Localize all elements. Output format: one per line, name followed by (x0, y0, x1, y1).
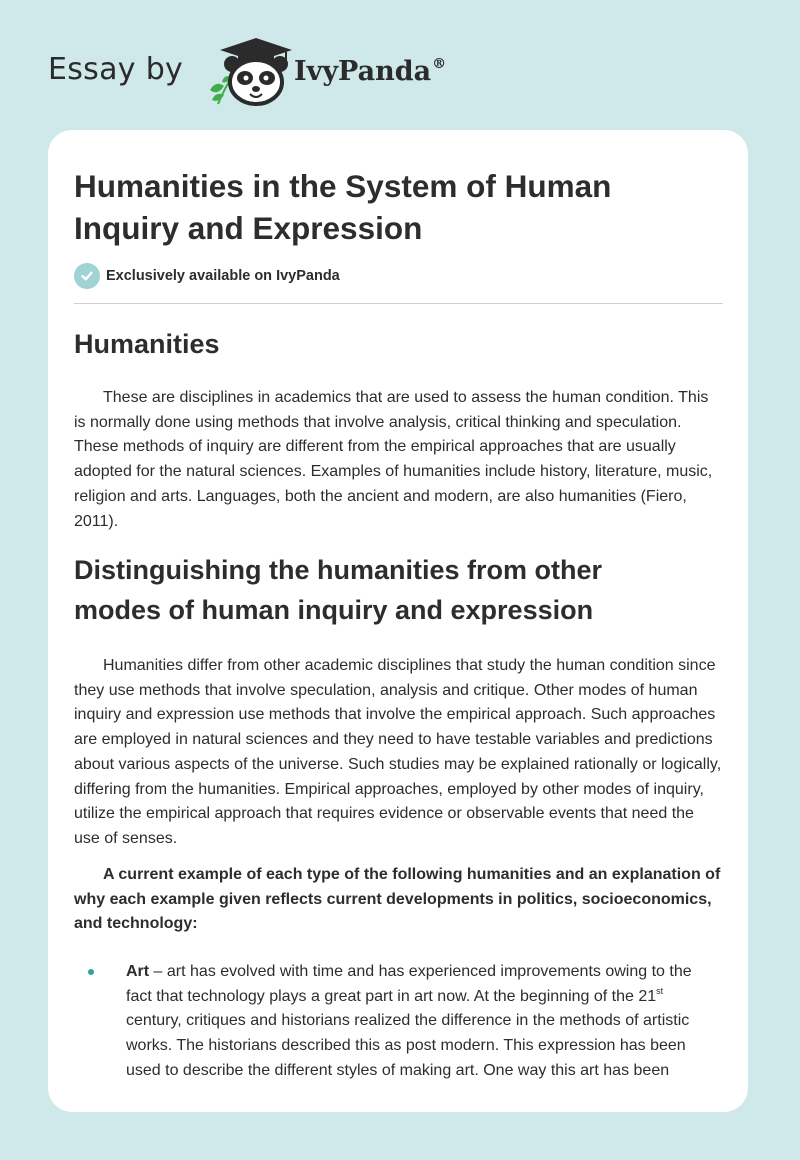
essay-title-line-1: Humanities in the System of Human (74, 168, 612, 204)
section-distinguishing-paragraph: Humanities differ from other academic disciplines that study the human condition since they use methods that involve speculation, analysis and critique. Other modes of human inquiry and expression use methods that involve the empirical approach. Such approaches are employed in natural sciences and they need to have testable variables and predictions about various aspects of the universe. Such studies may be explained rationally or logically, differing from the humanities. Empirical approaches, employed by other modes of inquiry, utilize the empirical approach that requires evidence or observable events that need the use of senses. (74, 657, 722, 847)
check-icon (74, 263, 100, 289)
section-heading-line-1: Distinguishing the humanities from other (74, 555, 603, 585)
section-heading-line-2: modes of human inquiry and expression (74, 595, 594, 625)
essay-by-label: Essay by (48, 52, 184, 87)
exclusive-badge (74, 263, 340, 289)
essay-title-line-2: Inquiry and Expression (74, 210, 423, 246)
list-item (74, 960, 724, 1084)
ordinal-suffix: st (656, 985, 664, 996)
section-heading-distinguishing (74, 550, 714, 630)
section-heading-humanities: Humanities (74, 329, 220, 359)
essay-title (74, 165, 714, 249)
essay-card (48, 130, 748, 1112)
exclusive-label: Exclusively available on IvyPanda (106, 268, 340, 284)
examples-intro-paragraph: A current example of each type of the following humanities and an explanation of why each example given reflects current developments in politics, socioeconomics, and technology: (74, 866, 721, 933)
list-item-term: Art (126, 963, 150, 980)
section-humanities-paragraph: These are disciplines in academics that are used to assess the human condition. This is normally done using methods that involve analysis, critical thinking and speculation. These methods of inquiry are different from the empirical approaches that are usually adopted for the natural sciences. Examples of humanities include history, literature, music, religion and arts. Languages, both the ancient and modern, are also humanities (Fiero, 2011). (74, 389, 713, 530)
registered-mark: ® (432, 56, 447, 72)
site-header (48, 34, 478, 108)
list-item-text: Art – art has evolved with time and has experienced improvements owing to the fact that technology plays a great part in art now. At the beginning of the 21st century, critiques and historians realized the difference in the methods of artistic works. The historians described this as post modern. This expression has been used to describe the different styles of making art. One way this art has been (126, 963, 692, 1079)
ivypanda-logo-icon[interactable] (200, 34, 292, 108)
brand-name: IvyPanda® (294, 56, 447, 87)
bullet-icon (88, 969, 94, 975)
divider (74, 303, 723, 304)
